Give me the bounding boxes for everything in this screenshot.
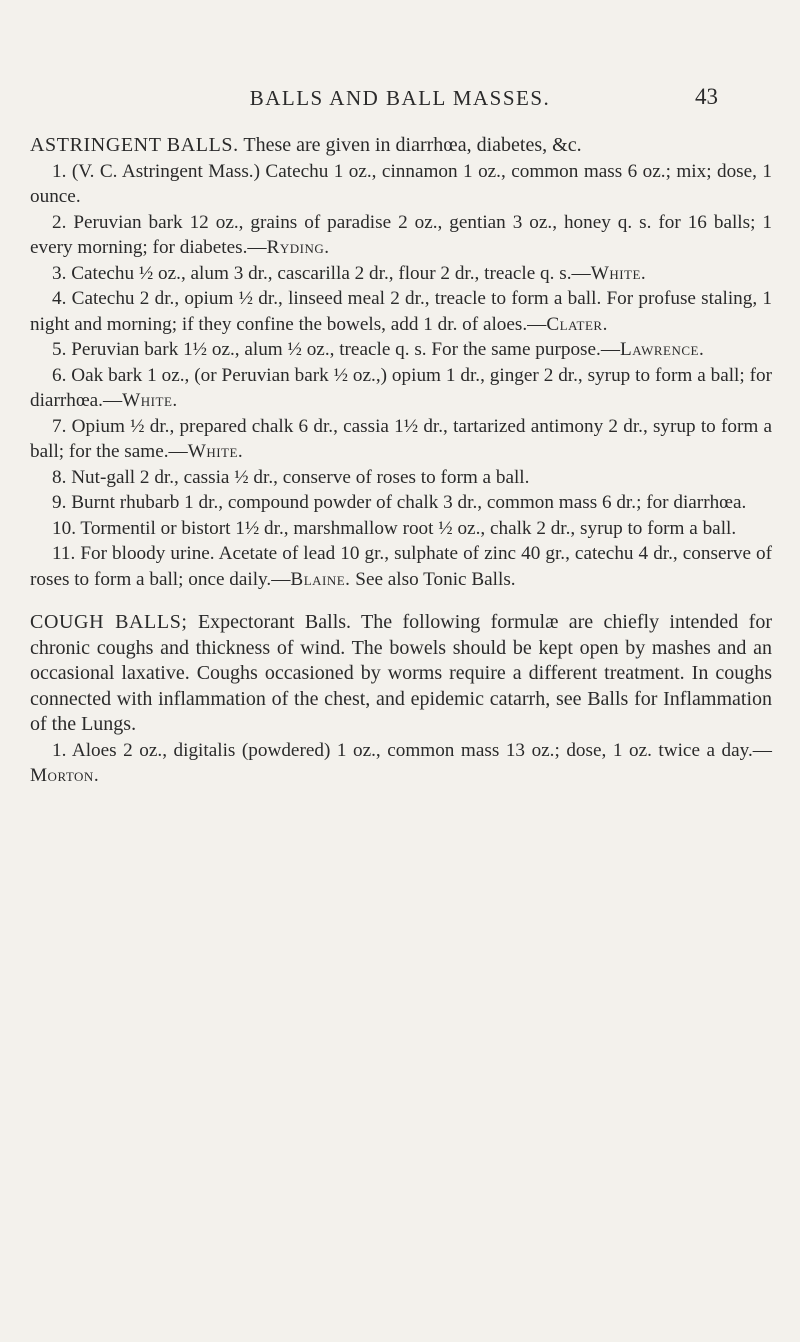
recipe-author: Clater. (546, 313, 608, 335)
section-intro (30, 610, 772, 738)
recipe-text: 3. Catechu ½ oz., alum 3 dr., cascarilla 2 dr., flour 2 dr., treacle q. s.— (52, 262, 591, 284)
recipe-author: Blaine. (290, 568, 351, 590)
recipe-entry (30, 261, 772, 287)
recipe-entry (30, 490, 772, 516)
section-intro-text: Expectorant Balls. The following formulæ are chiefly intended for chronic coughs and thickness of wind. The bowels should be kept open by mashes and an occasional laxative. Coughs occasioned by worms require a different treatment. In coughs connected with inflammation of the chest, and epidemic catarrh, see Balls for Inflammation of the Lungs. (30, 611, 772, 735)
recipe-author: Lawrence. (620, 339, 705, 360)
recipe-entry (30, 541, 772, 592)
section-intro (30, 133, 772, 159)
recipe-entry (30, 210, 772, 261)
recipe-author: White. (187, 441, 244, 462)
body-text (30, 133, 772, 807)
recipe-entry (30, 286, 772, 337)
recipe-text: 1. Aloes 2 oz., digitalis (powdered) 1 oz., common mass 13 oz.; dose, 1 oz. twice a day.— (52, 739, 772, 761)
section-heading: ASTRINGENT BALLS. (30, 134, 239, 156)
recipe-author: White. (590, 262, 647, 284)
recipe-text: 11. For bloody urine. Acetate of lead 10 gr., sulphate of zinc 40 gr., catechu 4 dr., conserve of roses to form a ball; once daily.— (30, 543, 772, 590)
section-cough-balls (30, 610, 772, 789)
recipe-text: 8. Nut-gall 2 dr., cassia ½ dr., conserve of roses to form a ball. (52, 466, 530, 488)
recipe-entry (30, 363, 772, 414)
recipe-entry (30, 337, 772, 363)
recipe-author: Morton. (30, 765, 100, 786)
recipe-author: White. (122, 390, 178, 411)
recipe-text: 10. Tormentil or bistort 1½ dr., marshmallow root ½ oz., chalk 2 dr., syrup to form a ball. (52, 517, 737, 539)
cross-reference: See also Tonic Balls. (350, 568, 516, 590)
recipe-entry (30, 465, 772, 491)
running-title: BALLS AND BALL MASSES. (249, 86, 551, 110)
recipe-text: 7. Opium ½ dr., prepared chalk 6 dr., cassia 1½ dr., tartarized antimony 2 dr., syrup to form a ball; for the same.— (30, 415, 772, 462)
recipe-text: 9. Burnt rhubarb 1 dr., compound powder of chalk 3 dr., common mass 6 dr.; for diarrhœa. (52, 492, 747, 513)
recipe-entry (30, 159, 772, 210)
recipe-text: 5. Peruvian bark 1½ oz., alum ½ oz., treacle q. s. For the same purpose.— (52, 339, 621, 360)
recipe-text: 6. Oak bark 1 oz., (or Peruvian bark ½ oz.,) opium 1 dr., ginger 2 dr., syrup to form a ball; for diarrhœa.— (30, 364, 772, 411)
recipe-text: 1. (V. C. Astringent Mass.) Catechu 1 oz., cinnamon 1 oz., common mass 6 oz.; mix; dose, 1 ounce. (30, 160, 772, 207)
recipe-text: 2. Peruvian bark 12 oz., grains of paradise 2 oz., gentian 3 oz., honey q. s. for 16 balls; 1 every morning; for diabetes.— (30, 211, 772, 258)
section-intro-text: These are given in diarrhœa, diabetes, &c. (238, 134, 582, 156)
section-astringent-balls (30, 133, 772, 592)
section-heading: COUGH BALLS; (30, 611, 188, 633)
recipe-entry (30, 516, 772, 542)
recipe-entry (30, 414, 772, 465)
recipe-entry (30, 738, 772, 789)
page-number: 43 (695, 84, 718, 109)
running-head (0, 82, 800, 116)
recipe-text: 4. Catechu 2 dr., opium ½ dr., linseed meal 2 dr., treacle to form a ball. For profuse staling, 1 night and morning; if they confine the bowels, add 1 dr. of aloes.— (30, 288, 772, 335)
recipe-author: Ryding. (266, 237, 330, 258)
